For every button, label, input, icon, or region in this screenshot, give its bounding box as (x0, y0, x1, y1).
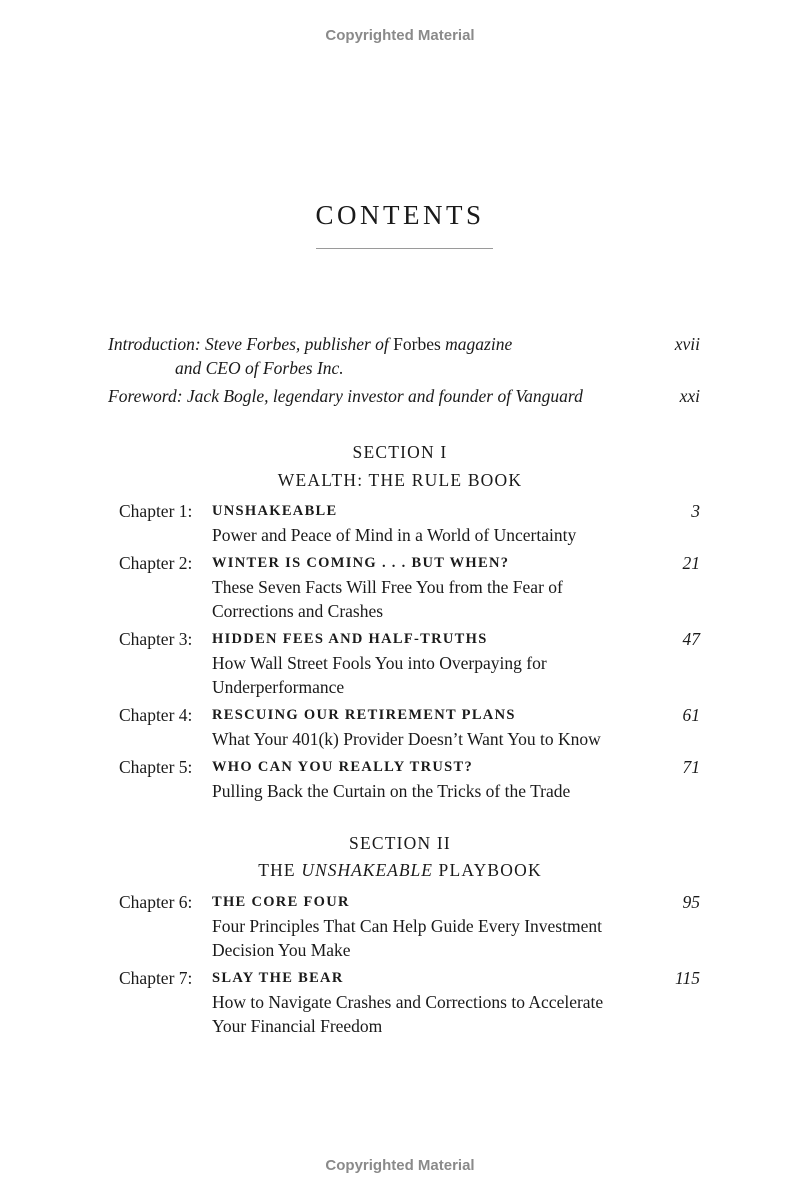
chapter-label: Chapter 6: (119, 892, 193, 912)
section-1-name: WEALTH: THE RULE BOOK (277, 470, 523, 490)
chapter-label: Chapter 3: (119, 629, 193, 649)
chapter-label: Chapter 4: (119, 705, 193, 725)
page-number: 61 (682, 705, 700, 725)
page-number: 21 (682, 553, 700, 573)
chapter-label: Chapter 5: (119, 757, 193, 777)
chapter-subtitle-line: Your Financial Freedom (212, 1016, 383, 1036)
chapter-subtitle-line: Four Principles That Can Help Guide Every Investment (212, 916, 602, 936)
page-title: CONTENTS (315, 200, 485, 230)
chapter-title: HIDDEN FEES AND HALF-TRUTHS (212, 631, 488, 647)
chapter-title: WHO CAN YOU REALLY TRUST? (212, 759, 474, 775)
chapter-subtitle-line: How to Navigate Crashes and Corrections to Accelerate (212, 992, 604, 1012)
chapter-title: WINTER IS COMING . . . BUT WHEN? (212, 555, 510, 571)
chapter-label: Chapter 7: (119, 968, 193, 988)
chapter-subtitle-line: Pulling Back the Curtain on the Tricks of the Trade (212, 781, 571, 801)
chapter-subtitle-line: Corrections and Crashes (212, 601, 384, 621)
title-underline (316, 248, 493, 249)
section-2-name: THE UNSHAKEABLE PLAYBOOK (258, 860, 542, 880)
chapter-title: RESCUING OUR RETIREMENT PLANS (212, 707, 516, 723)
chapter-subtitle-line: Decision You Make (212, 940, 351, 960)
section-2-label: SECTION II (349, 833, 451, 853)
page-number: 95 (682, 892, 700, 912)
page-number: xxi (679, 386, 700, 406)
chapter-title: SLAY THE BEAR (212, 970, 344, 986)
page-number: 71 (682, 757, 700, 777)
page-number: 3 (691, 501, 700, 521)
section-1-label: SECTION I (352, 442, 448, 462)
chapter-subtitle-line: How Wall Street Fools You into Overpaying for (212, 653, 547, 673)
toc-entry-foreword (108, 384, 700, 408)
chapter-subtitle-line: Underperformance (212, 677, 345, 697)
toc-chapter-3 (119, 627, 700, 699)
toc-entry-introduction (108, 332, 700, 380)
chapter-title: THE CORE FOUR (212, 894, 350, 910)
chapter-subtitle-line: Power and Peace of Mind in a World of Uncertainty (212, 525, 577, 545)
chapter-label: Chapter 2: (119, 553, 193, 573)
foreword-line: Foreword: Jack Bogle, legendary investor and founder of Vanguard (108, 386, 583, 406)
copyright-watermark-bottom: Copyrighted Material (325, 1157, 475, 1174)
page-number: 47 (682, 629, 700, 649)
toc-chapter-4 (119, 703, 700, 751)
toc-chapter-2 (119, 551, 700, 623)
introduction-line-2: and CEO of Forbes Inc. (175, 358, 344, 378)
introduction-line-1: Introduction: Steve Forbes, publisher of Forbes magazine (108, 334, 513, 354)
toc-chapter-6 (119, 890, 700, 962)
chapter-title: UNSHAKEABLE (212, 503, 338, 519)
toc-chapter-1 (119, 499, 700, 547)
chapter-subtitle-line: These Seven Facts Will Free You from the Fear of (212, 577, 563, 597)
page-number: 115 (675, 968, 700, 988)
copyright-watermark-top: Copyrighted Material (325, 27, 475, 44)
toc-chapter-7 (119, 966, 700, 1038)
chapter-label: Chapter 1: (119, 501, 193, 521)
toc-chapter-5 (119, 755, 700, 803)
chapter-subtitle-line: What Your 401(k) Provider Doesn’t Want You to Know (212, 729, 601, 749)
page-number: xvii (674, 334, 700, 354)
